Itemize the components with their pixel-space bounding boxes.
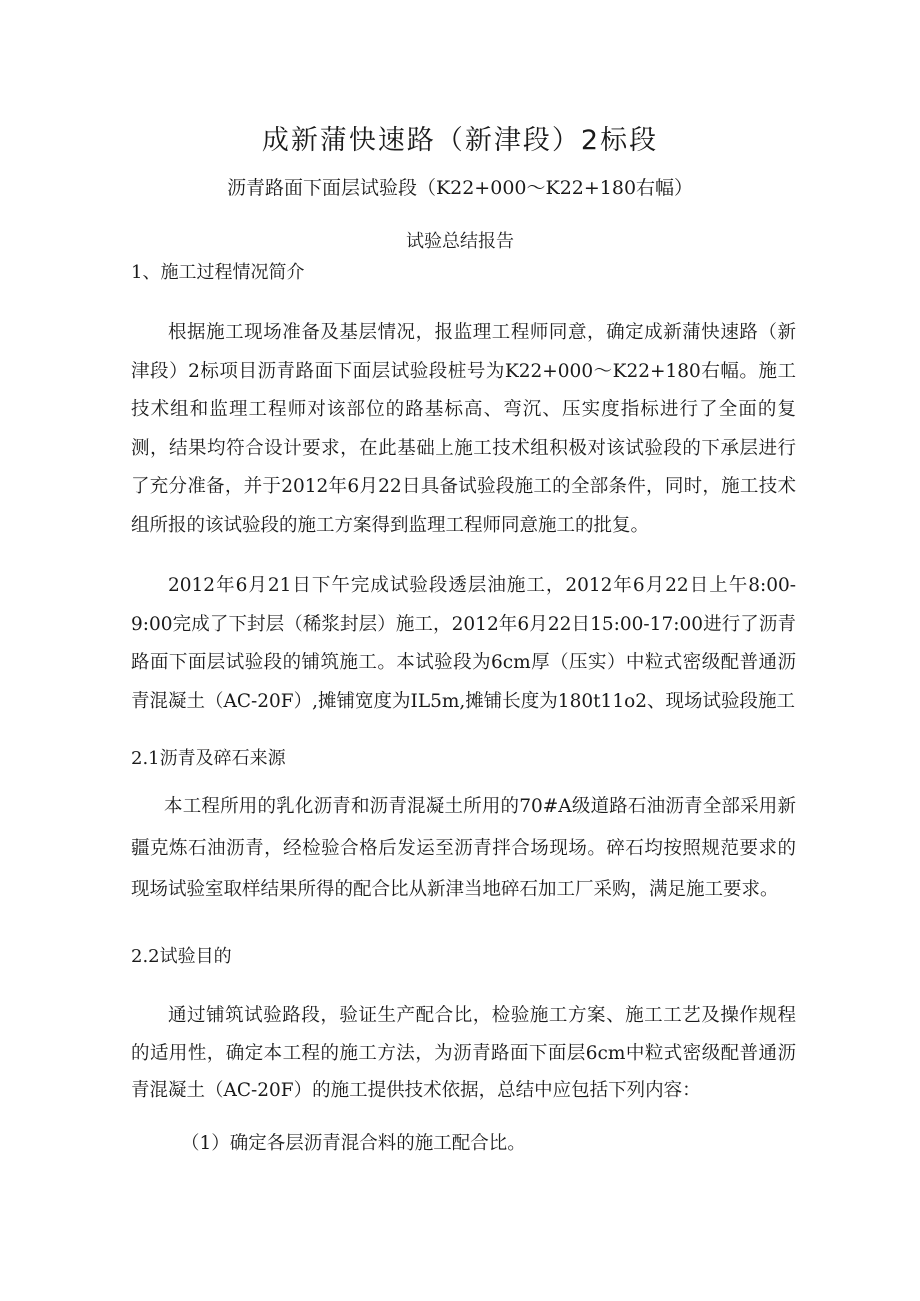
document-title: 成新蒲快速路（新津段）2标段 — [261, 125, 659, 156]
section-1-heading: 1、施工过程情况简介 — [131, 262, 305, 283]
section-1-paragraph-2: 2012年6月21日下午完成试验段透层油施工，2012年6月22日上午8:00-9:00完成了下封层（稀浆封层）施工，2012年6月22日15:00-17:00进行了沥青路面下面层试验段的铺筑施工。本试验段为6cm厚（压实）中粒式密级配普通沥青混凝土（AC-20F）,摊铺宽度为IL5m,摊铺长度为180t11o2、现场试验段施工 — [131, 575, 796, 712]
section-1-paragraph-1: 根据施工现场准备及基层情况，报监理工程师同意，确定成新蒲快速路（新津段）2标项目沥青路面下面层试验段桩号为K22+000～K22+180右幅。施工技术组和监理工程师对该部位的路基标高、弯沉、压实度指标进行了全面的复测，结果均符合设计要求，在此基础上施工技术组积极对该试验段的下承层进行了充分准备，并于2012年6月22日具备试验段施工的全部条件，同时，施工技术组所报的该试验段的施工方案得到监理工程师同意施工的批复。 — [131, 322, 796, 536]
section-2-2-heading: 2.2试验目的 — [131, 946, 232, 967]
section-2-1-paragraph: 本工程所用的乳化沥青和沥青混凝土所用的70#A级道路石油沥青全部采用新疆克炼石油沥青，经检验合格后发运至沥青拌合场现场。碎石均按照规范要求的现场试验室取样结果所得的配合比从新津当地碎石加工厂采购，满足施工要求。 — [131, 796, 796, 900]
section-2-1-heading: 2.1沥青及碎石来源 — [131, 748, 286, 769]
report-title: 试验总结报告 — [406, 231, 514, 252]
section-2-2-paragraph: 通过铺筑试验路段，验证生产配合比，检验施工方案、施工工艺及操作规程的适用性，确定本工程的施工方法，为沥青路面下面层6cm中粒式密级配普通沥青混凝土（AC-20F）的施工提供技术依据，总结中应包括下列内容： — [131, 1005, 796, 1101]
document-subtitle: 沥青路面下面层试验段（K22+000～K22+180右幅） — [226, 177, 694, 199]
list-item: （1）确定各层沥青混合料的施工配合比。 — [181, 1133, 526, 1154]
